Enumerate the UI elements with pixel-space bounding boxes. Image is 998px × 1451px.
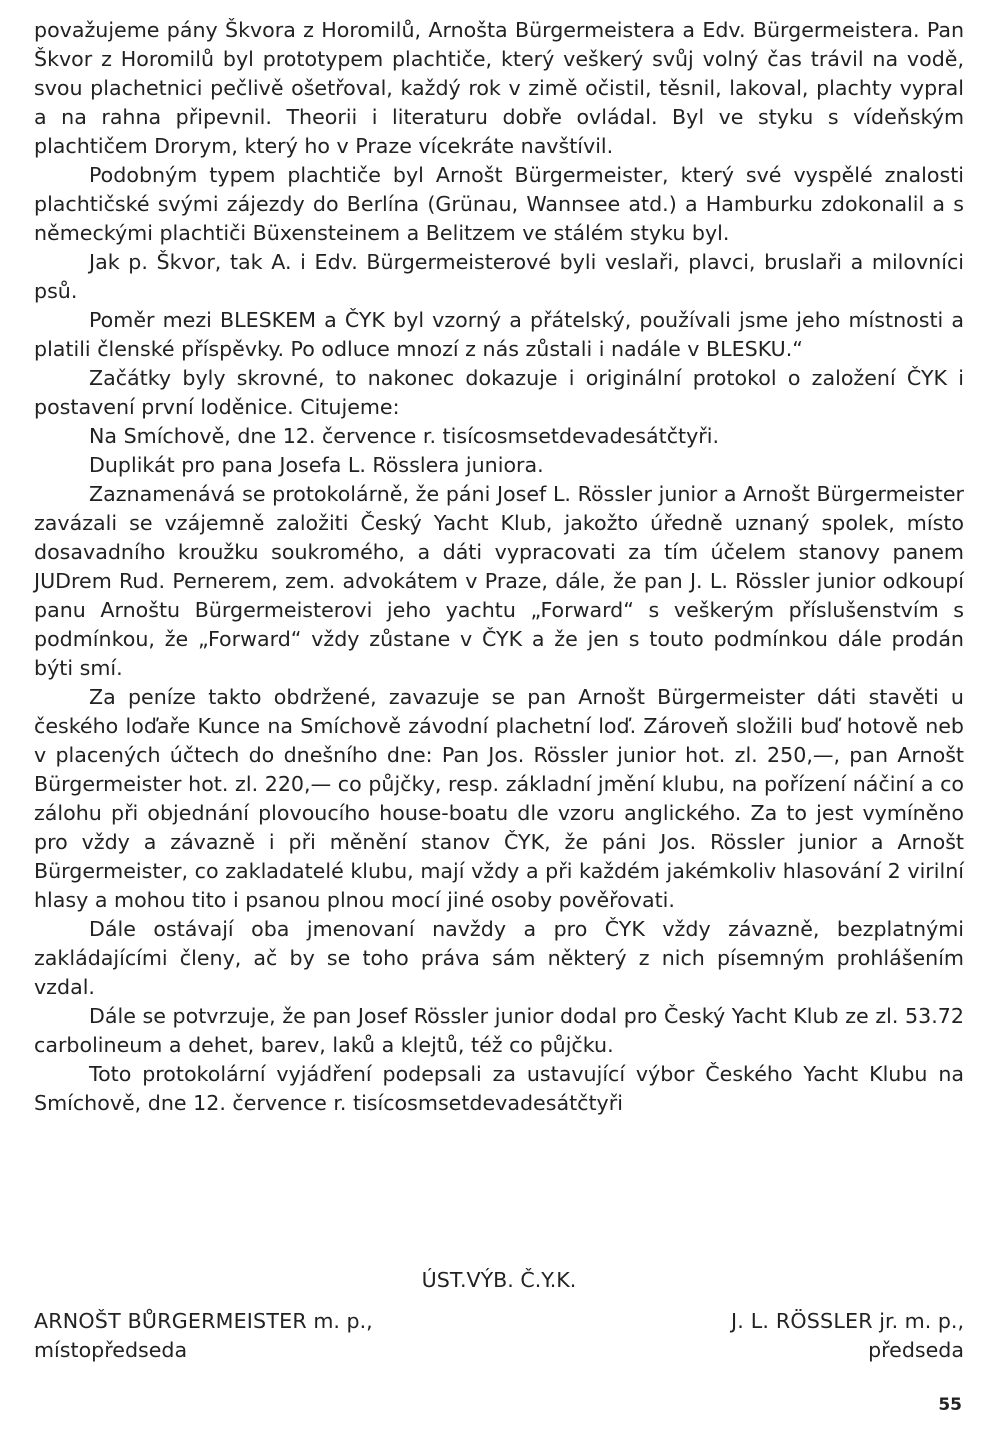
paragraph-7: Duplikát pro pana Josefa L. Rösslera juniora. bbox=[89, 453, 544, 477]
page-body bbox=[34, 16, 964, 1362]
signature-left bbox=[34, 1307, 373, 1365]
signature-right-suffix: jr. m. p., bbox=[872, 1309, 964, 1333]
paragraph-6: Na Smíchově, dne 12. července r. tisícosmsetdevadesátčtyři. bbox=[89, 424, 720, 448]
signature-left-line bbox=[34, 1307, 373, 1336]
signature-right-role: předseda bbox=[868, 1338, 964, 1362]
signature-left-role: místopředseda bbox=[34, 1338, 188, 1362]
signature-right bbox=[731, 1307, 964, 1365]
signature-left-suffix: m. p., bbox=[306, 1309, 373, 1333]
paragraph-1: považujeme pány Škvora z Horomilů, Arnošta Bürgermeistera a Edv. Bürgermeistera. Pan Škvor z Horomilů byl prototypem plachtiče, který veškerý svůj volný čas trávil na vodě, svou plachetnici pečlivě ošetřoval, každý rok v zimě očistil, těsnil, lakoval, plachty vypral a na rahna připevnil. Theorii i literaturu dobře ovládal. Byl ve styku s vídeňským plachtičem Drorym, který ho v Praze vícekráte navštívil. bbox=[34, 18, 964, 158]
paragraph-3: Jak p. Škvor, tak A. i Edv. Bürgermeisterové byli veslaři, plavci, bruslaři a milovníci psů. bbox=[34, 250, 964, 303]
signature-right-line bbox=[731, 1307, 964, 1336]
paragraph-10: Dále ostávají oba jmenovaní navždy a pro ČYK vždy závazně, bezplatnými zakládajícími členy, ač by se toho práva sám některý z nich písemným prohlášením vzdal. bbox=[34, 917, 964, 999]
paragraph-11: Dále se potvrzuje, že pan Josef Rössler junior dodal pro Český Yacht Klub ze zl. 53.72 carbolineum a dehet, barev, laků a klejtů, též co půjčku. bbox=[34, 1004, 964, 1057]
paragraph-4: Poměr mezi BLESKEM a ČYK byl vzorný a přátelský, používali jsme jeho místnosti a platili členské příspěvky. Po odluce mnozí z nás zůstali i nadále v BLESKU.“ bbox=[34, 308, 964, 361]
signature-left-name: ARNOŠT BŮRGERMEISTER bbox=[34, 1309, 307, 1333]
paragraph-8: Zaznamenává se protokolárně, že páni Josef L. Rössler junior a Arnošt Bürgermeister zavázali se vzájemně založiti Český Yacht Klub, jakožto úředně uznaný spolek, místo dosavadního kroužku soukromého, a dáti vypracovati za tím účelem stanovy panem JUDrem Rud. Pernerem, zem. advokátem v Praze, dále, že pan J. L. Rössler junior odkoupí panu Arnoštu Bürgermeisterovi jeho yachtu „Forward“ s veškerým příslušenstvím s podmínkou, že „Forward“ vždy zůstane v ČYK a že jen s touto podmínkou dále prodán býti smí. bbox=[34, 482, 964, 680]
paragraph-2: Podobným typem plachtiče byl Arnošt Bürgermeister, který své vyspělé znalosti plachtičské svými zájezdy do Berlína (Grünau, Wannsee atd.) a Hamburku zdokonalil a s německými plachtiči Büxensteinem a Belitzem ve stálém styku byl. bbox=[34, 163, 964, 245]
signature-right-name: J. L. RÖSSLER bbox=[730, 1309, 873, 1333]
paragraph-5: Začátky byly skrovné, to nakonec dokazuje i originální protokol o založení ČYK i postavení první loděnice. Citujeme: bbox=[34, 366, 964, 419]
page-number: 55 bbox=[938, 1395, 962, 1415]
paragraph-12: Toto protokolární vyjádření podepsali za ustavující výbor Českého Yacht Klubu na Smíchově, dne 12. července r. tisícosmsetdevadesátčtyři bbox=[34, 1062, 964, 1115]
paragraph-9: Za peníze takto obdržené, zavazuje se pan Arnošt Bürgermeister dáti stavěti u českého loďaře Kunce na Smíchově závodní plachetní loď. Zároveň složili buď hotově neb v placených účtech do dnešního dne: Pan Jos. Rössler junior hot. zl. 250,—, pan Arnošt Bürgermeister hot. zl. 220,— co půjčky, resp. základní jmění klubu, na pořízení náčiní a co zálohu při objednání plovoucího house-boatu dle vzoru anglického. Za to jest vymíněno pro vždy a závazně i při měnění stanov ČYK, že páni Jos. Rössler junior a Arnošt Bürgermeister, co zakladatelé klubu, mají vždy a při každém jakémkoliv hlasování 2 virilní hlasy a mohou tito i psanou plnou mocí jiné osoby pověřovati. bbox=[34, 685, 964, 912]
committee-heading: ÚST.VÝB. Č.Y.K. bbox=[421, 1268, 577, 1292]
